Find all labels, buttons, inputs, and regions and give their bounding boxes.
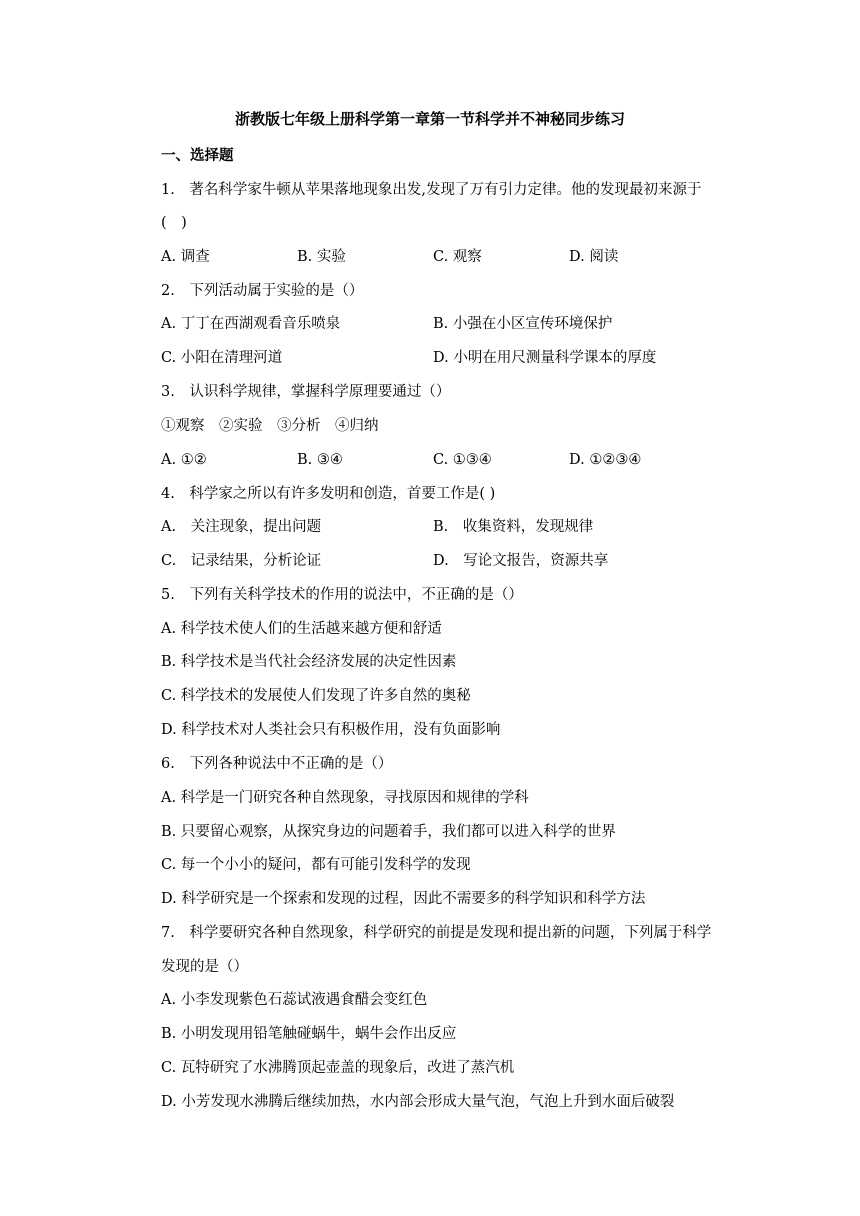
document-title: 浙教版七年级上册科学第一章第一节科学并不神秘同步练习 [234, 110, 625, 128]
question-5-stem: 5. 下列有关科学技术的作用的说法中，不正确的是（） [161, 587, 523, 603]
question-6-option-a: A. 科学是一门研究各种自然现象，寻找原因和规律的学科 [161, 790, 529, 806]
question-2-stem: 2. 下列活动属于实验的是（） [161, 283, 364, 299]
question-7-stem: 7. 科学要研究各种自然现象，科学研究的前提是发现和提出新的问题，下列属于科学 [161, 925, 712, 941]
question-1-stem: 1. 著名科学家牛顿从苹果落地现象出发,发现了万有引力定律。他的发现最初来源于 [161, 182, 702, 198]
question-1-option-a: A. 调查 [161, 249, 210, 265]
question-7-option-b: B. 小明发现用铅笔触碰蜗牛，蜗牛会作出反应 [161, 1026, 457, 1042]
question-1-option-c: C. 观察 [433, 249, 482, 265]
question-1-stem-cont: ( ) [161, 215, 187, 231]
question-2-option-c: C. 小阳在清理河道 [161, 350, 283, 366]
question-3-option-a: A. ①② [161, 452, 207, 468]
section-heading: 一、选择题 [161, 147, 234, 164]
question-6-stem: 6. 下列各种说法中不正确的是（） [161, 756, 393, 772]
question-7-option-c: C. 瓦特研究了水沸腾顶起壶盖的现象后，改进了蒸汽机 [161, 1060, 515, 1076]
question-6-option-d: D. 科学研究是一个探索和发现的过程，因此不需要多的科学知识和科学方法 [161, 891, 646, 907]
question-4-option-b: B. 收集资料，发现规律 [433, 519, 594, 535]
question-4-option-d: D. 写论文报告，资源共享 [433, 553, 609, 569]
question-4-option-c: C. 记录结果，分析论证 [161, 553, 322, 569]
question-2-option-d: D. 小明在用尺测量科学课本的厚度 [433, 350, 657, 366]
question-3-items: ①观察 ②实验 ③分析 ④归纳 [161, 418, 379, 434]
question-7-stem-cont: 发现的是（） [161, 959, 248, 975]
question-5-option-c: C. 科学技术的发展使人们发现了许多自然的奥秘 [161, 688, 471, 704]
question-7-option-a: A. 小李发现紫色石蕊试液遇食醋会变红色 [161, 992, 428, 1008]
question-4-option-a: A. 关注现象，提出问题 [161, 519, 322, 535]
question-5-option-b: B. 科学技术是当代社会经济发展的决定性因素 [161, 654, 457, 670]
question-1-option-b: B. 实验 [297, 249, 346, 265]
question-5-option-d: D. 科学技术对人类社会只有积极作用，没有负面影响 [161, 722, 501, 738]
question-6-option-c: C. 每一个小小的疑问，都有可能引发科学的发现 [161, 857, 471, 873]
question-2-option-a: A. 丁丁在西湖观看音乐喷泉 [161, 316, 341, 332]
question-3-stem: 3. 认识科学规律，掌握科学原理要通过（） [161, 384, 451, 400]
question-3-option-d: D. ①②③④ [569, 452, 642, 468]
question-3-option-c: C. ①③④ [433, 452, 492, 468]
question-5-option-a: A. 科学技术使人们的生活越来越方便和舒适 [161, 621, 442, 637]
question-1-option-d: D. 阅读 [569, 249, 619, 265]
question-3-option-b: B. ③④ [297, 452, 343, 468]
question-6-option-b: B. 只要留心观察，从探究身边的问题着手，我们都可以进入科学的世界 [161, 824, 616, 840]
question-4-stem: 4. 科学家之所以有许多发明和创造，首要工作是( ) [161, 486, 496, 502]
question-2-option-b: B. 小强在小区宣传环境保护 [433, 316, 613, 332]
question-7-option-d: D. 小芳发现水沸腾后继续加热，水内部会形成大量气泡，气泡上升到水面后破裂 [161, 1094, 675, 1110]
